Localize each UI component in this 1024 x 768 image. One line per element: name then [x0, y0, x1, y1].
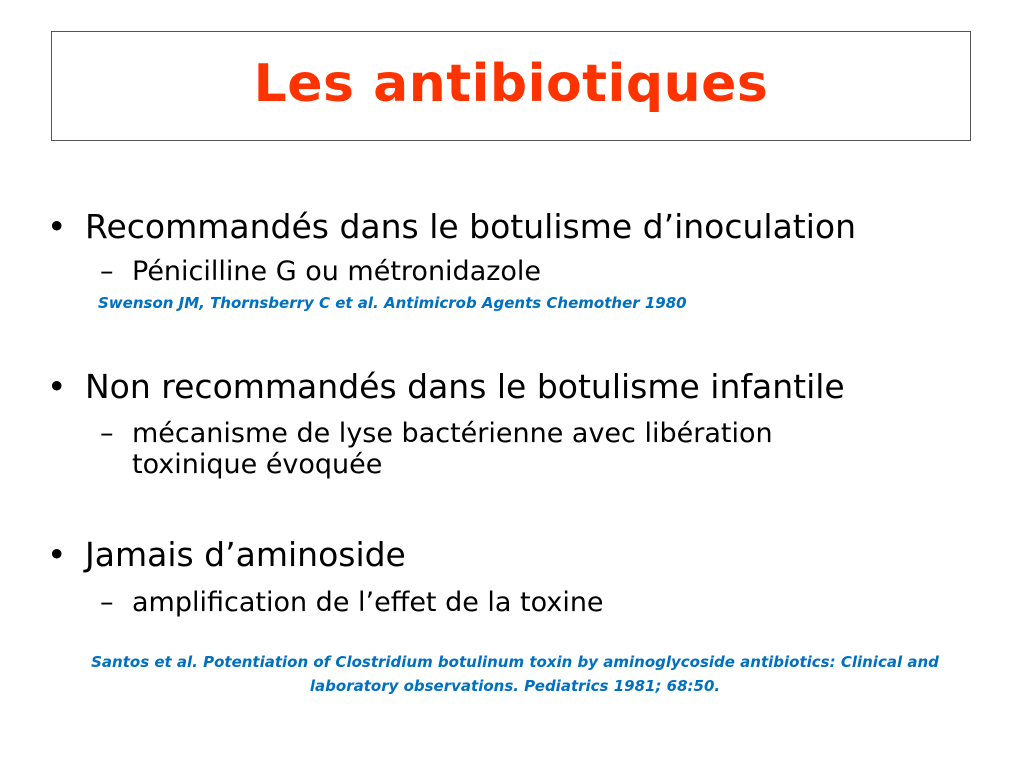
slide-title: Les antibiotiques: [253, 54, 769, 114]
bullet-2-sub-line1: mécanisme de lyse bactérienne avec libération: [132, 418, 773, 449]
reference-swenson: Swenson JM, Thornsberry C et al. Antimicrob Agents Chemother 1980: [98, 294, 687, 312]
bullet-1-sub: [100, 256, 541, 287]
reference-santos: [20, 650, 1010, 698]
reference-santos-line1: Santos et al. Potentiation of Clostridium botulinum toxin by aminoglycoside antibiotics: Clinical and: [91, 653, 939, 671]
bullet-2-sub: [100, 418, 773, 480]
bullet-2-sub-line2: toxinique évoquée: [132, 449, 383, 480]
bullet-3-sub: [100, 587, 604, 618]
sub-dash: –: [100, 418, 114, 449]
bullet-dot: •: [47, 367, 67, 406]
bullet-dot: •: [47, 535, 67, 574]
bullet-3: [47, 535, 406, 575]
reference-santos-line2: laboratory observations. Pediatrics 1981; 68:50.: [309, 677, 721, 695]
bullet-2-text: Non recommandés dans le botulisme infantile: [85, 367, 845, 406]
title-box: [51, 31, 971, 141]
bullet-1-text: Recommandés dans le botulisme d’inoculation: [85, 207, 857, 246]
sub-dash: –: [100, 587, 114, 618]
bullet-2: [47, 367, 845, 407]
bullet-3-text: Jamais d’aminoside: [85, 535, 406, 574]
bullet-1-sub-text: Pénicilline G ou métronidazole: [132, 256, 542, 287]
sub-dash: –: [100, 256, 114, 287]
bullet-dot: •: [47, 207, 67, 246]
bullet-3-sub-text: amplification de l’effet de la toxine: [132, 587, 604, 618]
bullet-1: [47, 207, 856, 247]
